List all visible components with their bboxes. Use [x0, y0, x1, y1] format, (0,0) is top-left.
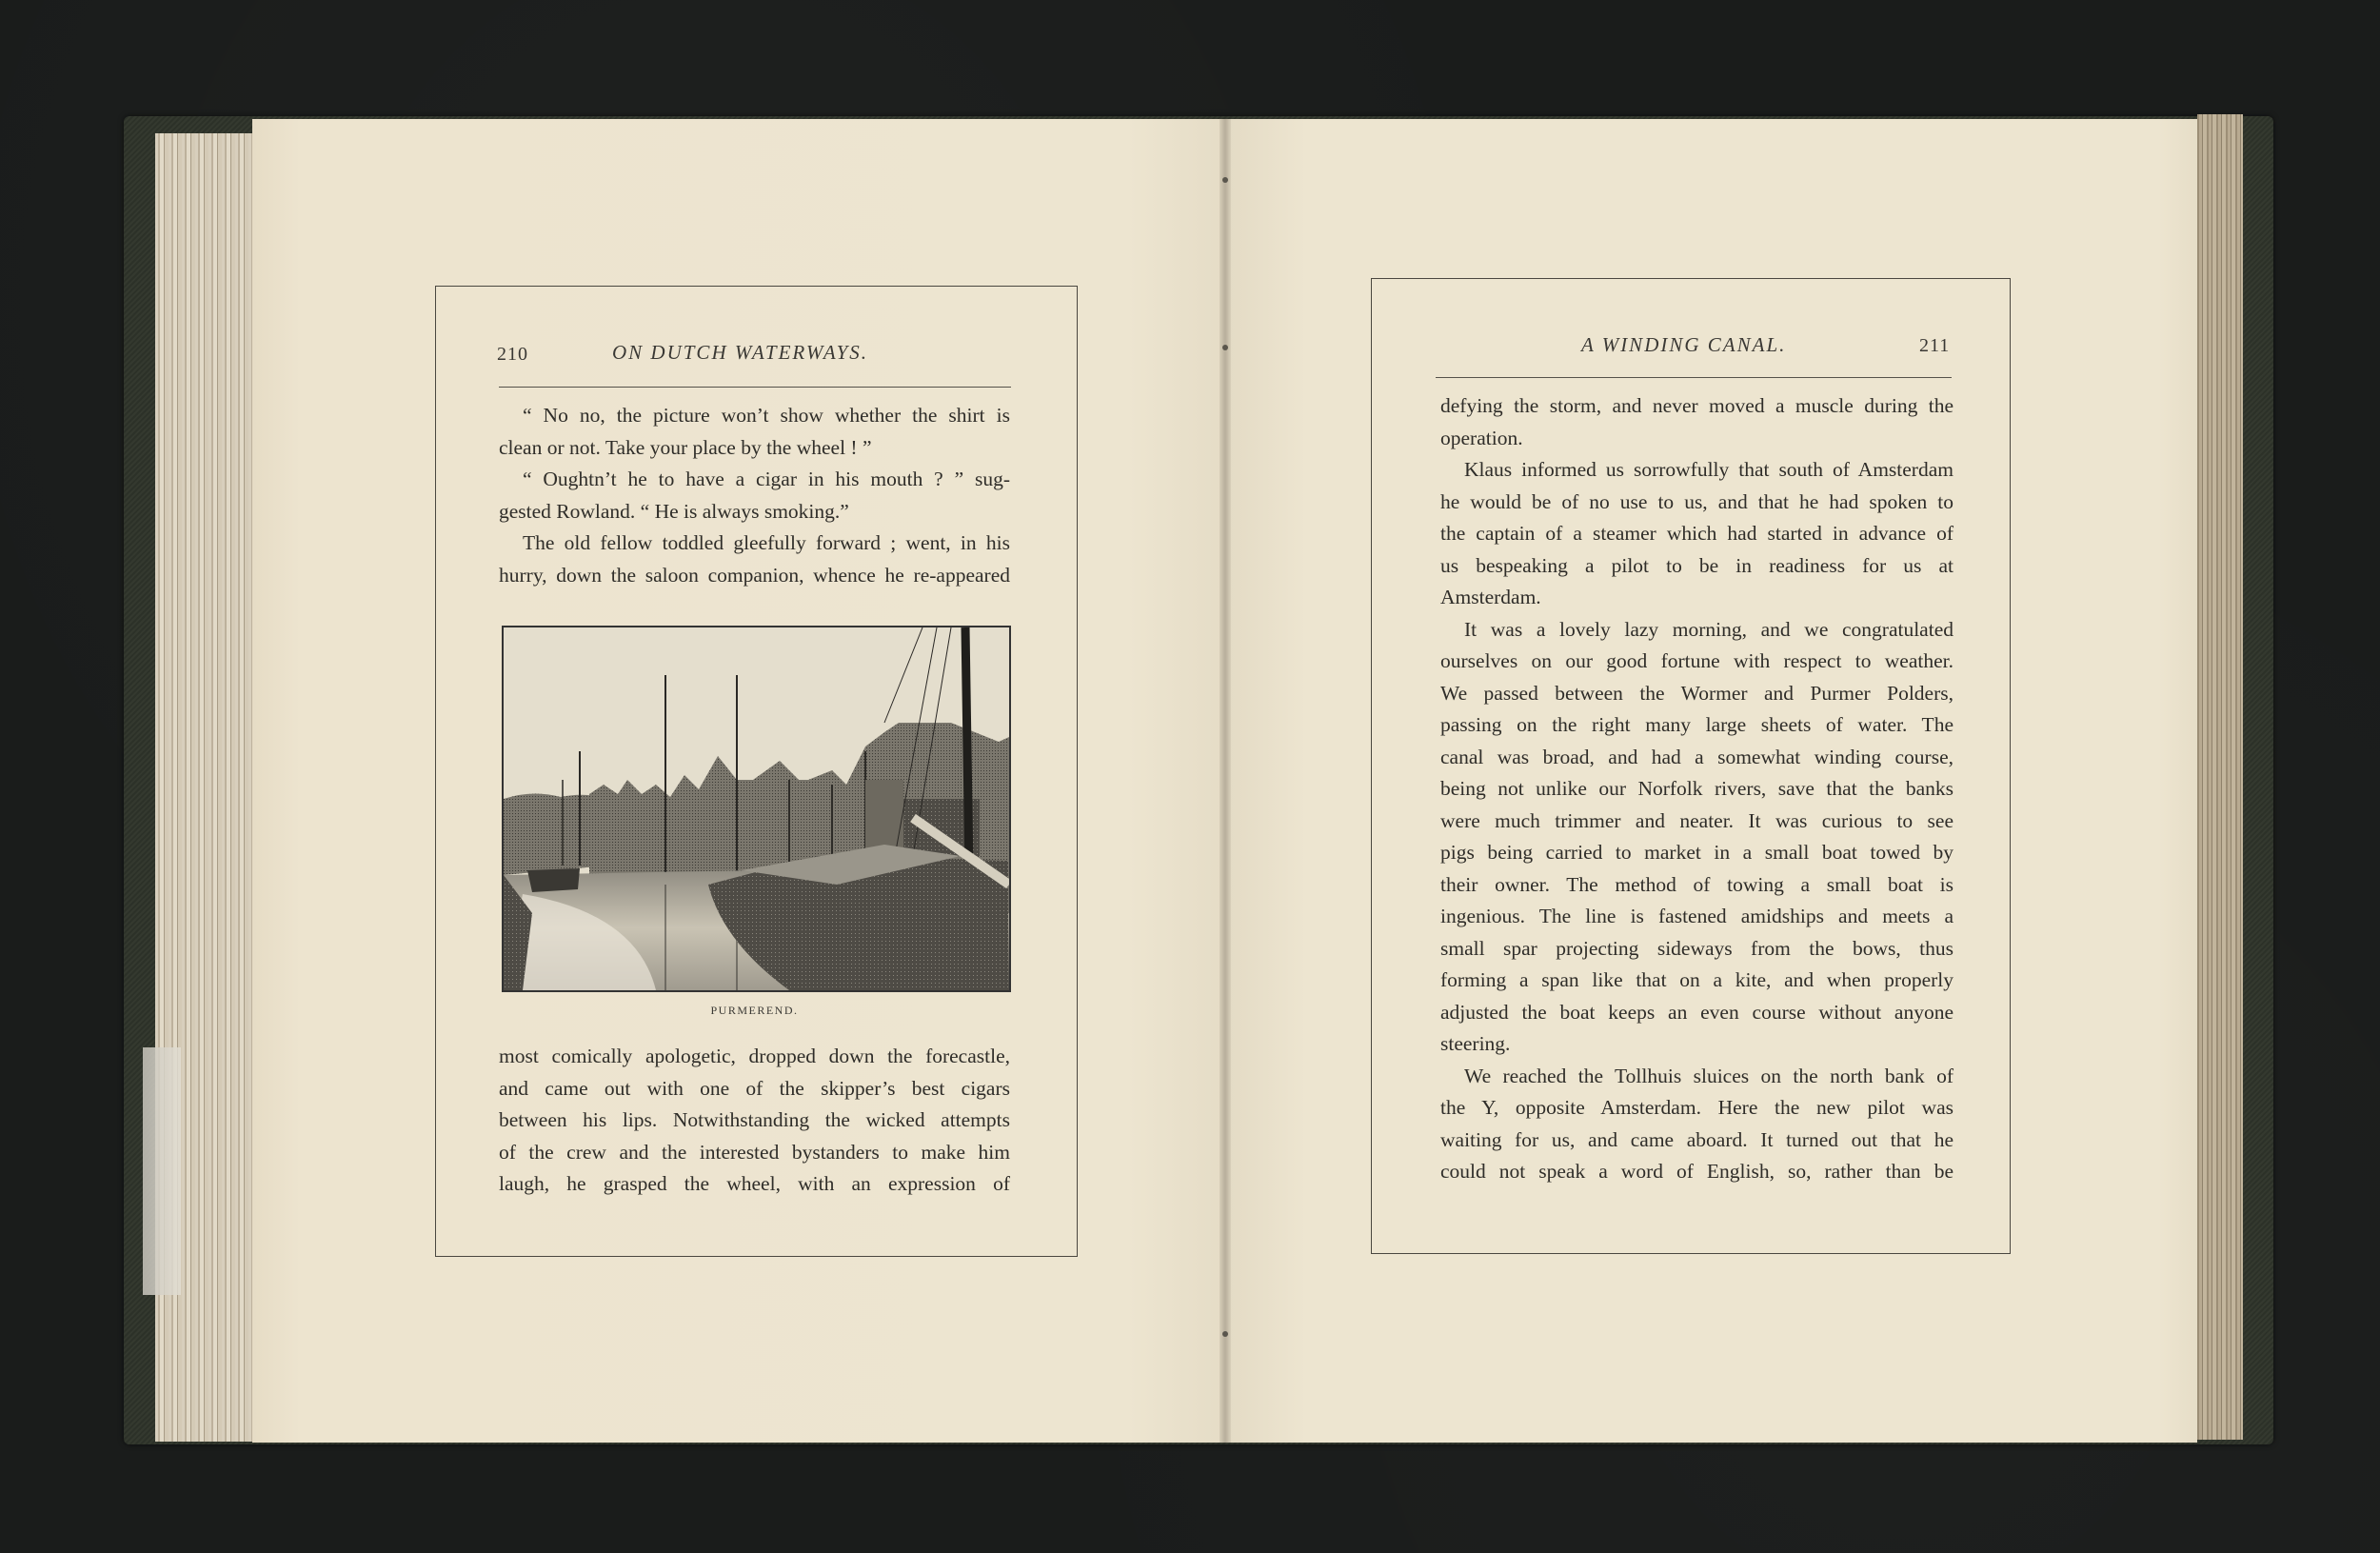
binding-stitch	[1222, 1331, 1228, 1337]
running-head-left: ON DUTCH WATERWAYS.	[612, 341, 869, 364]
canal-engraving-image	[504, 627, 1009, 990]
gutter	[1220, 119, 1231, 1443]
text-line: laugh, he grasped the wheel, with an expression of	[499, 1172, 1010, 1195]
text-line: their owner. The method of towing a small boat is	[1440, 872, 1954, 896]
text-line: of the crew and the interested bystanders to make him	[499, 1140, 1010, 1164]
text-line: gested Rowland. “ He is always smoking.”	[499, 499, 849, 523]
text-line: ourselves on our good fortune with respect to weather.	[1440, 649, 1954, 672]
text-line: adjusted the boat keeps an even course without anyone	[1440, 1000, 1954, 1024]
text-line: he would be of no use to us, and that he had spoken to	[1440, 489, 1954, 513]
text-line: The old fellow toddled gleefully forward ; went, in his	[523, 531, 1010, 554]
text-line: canal was broad, and had a somewhat winding course,	[1440, 745, 1954, 768]
text-line: forming a span like that on a kite, and when properly	[1440, 968, 1954, 991]
text-line: It was a lovely lazy morning, and we congratulated	[1464, 617, 1954, 641]
text-line: steering.	[1440, 1032, 1511, 1055]
running-head-right: A WINDING CANAL.	[1581, 333, 1787, 356]
left-text-after-plate	[499, 1041, 1010, 1201]
text-line: waiting for us, and came aboard. It turned out that he	[1440, 1127, 1954, 1151]
text-line: Klaus informed us sorrowfully that south of Amsterdam	[1464, 458, 1954, 481]
page-number-left: 210	[497, 344, 528, 365]
plate-caption: PURMEREND.	[710, 1004, 799, 1017]
text-line: being not unlike our Norfolk rivers, save that the banks	[1440, 777, 1954, 800]
binding-stitch	[1222, 345, 1228, 350]
text-line: defying the storm, and never moved a muscle during the	[1440, 394, 1954, 417]
text-line: were much trimmer and neater. It was curious to see	[1440, 808, 1954, 832]
right-text-body	[1440, 390, 1954, 1188]
page-number-right: 211	[1919, 335, 1951, 356]
text-line: most comically apologetic, dropped down the forecastle,	[499, 1045, 1010, 1067]
text-line: We reached the Tollhuis sluices on the north bank of	[1464, 1064, 1954, 1087]
text-line: and came out with one of the skipper’s best cigars	[499, 1076, 1010, 1100]
text-line: We passed between the Wormer and Purmer Polders,	[1440, 681, 1954, 705]
text-line: “ Oughtn’t he to have a cigar in his mouth ? ” sug-	[523, 468, 1010, 490]
text-line: us bespeaking a pilot to be in readiness for us at	[1440, 553, 1954, 577]
text-line: clean or not. Take your place by the wheel ! ”	[499, 435, 872, 459]
text-line: between his lips. Notwithstanding the wicked attempts	[499, 1108, 1010, 1131]
text-line: hurry, down the saloon companion, whence he re-appeared	[499, 563, 1010, 587]
left-text-before-plate	[499, 400, 1010, 591]
text-line: passing on the right many large sheets of water. The	[1440, 713, 1954, 736]
text-line: operation.	[1440, 426, 1523, 449]
text-line: Amsterdam.	[1440, 586, 1541, 608]
engraving-purmerend	[502, 626, 1011, 992]
head-rule-right	[1436, 377, 1952, 378]
head-rule-left	[499, 387, 1011, 388]
tissue-guard-fold	[143, 1047, 181, 1295]
text-line: the Y, opposite Amsterdam. Here the new pilot was	[1440, 1096, 1954, 1119]
text-line: ingenious. The line is fastened amidships and meets a	[1440, 905, 1954, 927]
page-stack-right	[2197, 114, 2243, 1440]
text-line: the captain of a steamer which had started in advance of	[1440, 522, 1954, 545]
text-line: could not speak a word of English, so, rather than be	[1440, 1160, 1954, 1183]
text-line: pigs being carried to market in a small boat towed by	[1440, 841, 1954, 864]
binding-stitch	[1222, 177, 1228, 183]
text-line: small spar projecting sideways from the bows, thus	[1440, 936, 1954, 960]
text-line: “ No no, the picture won’t show whether the shirt is	[523, 404, 1010, 427]
